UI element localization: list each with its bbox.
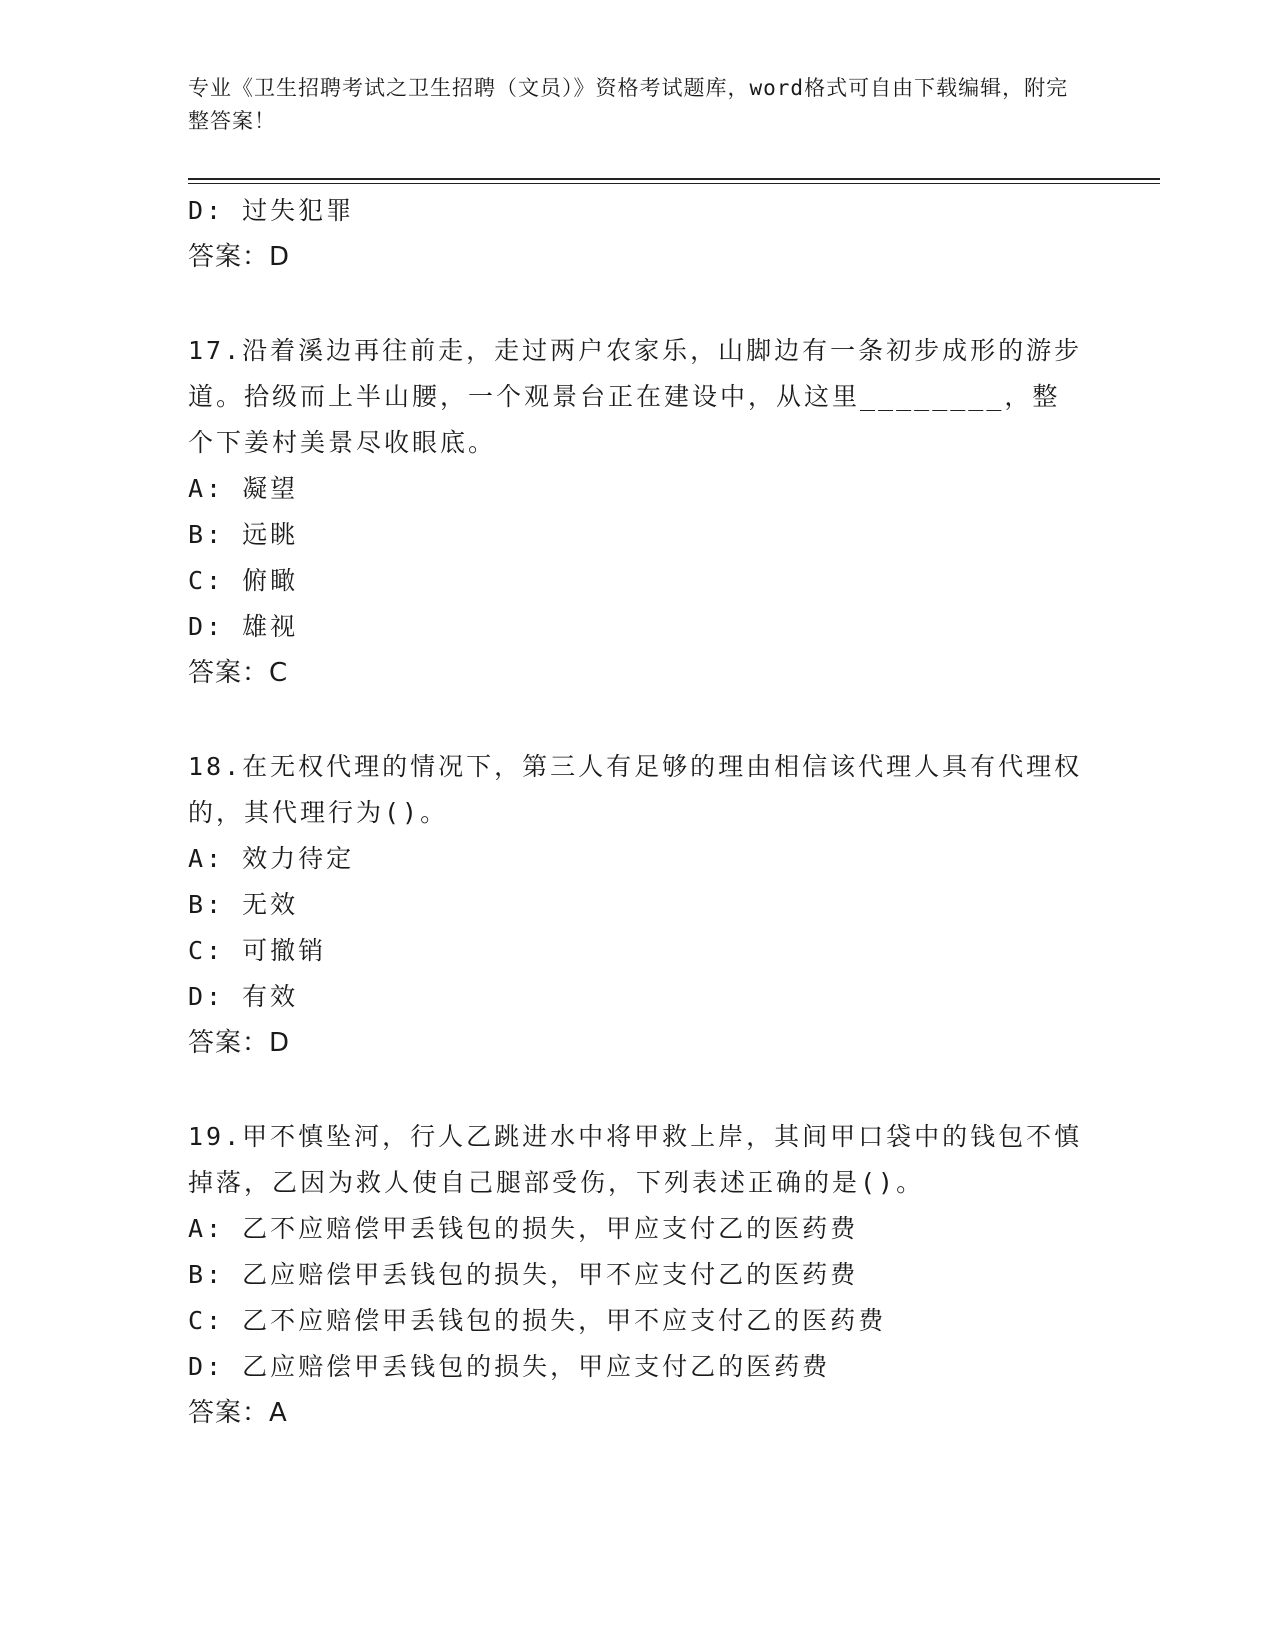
option-a: A: 效力待定 xyxy=(188,844,355,873)
option-b: B: 乙应赔偿甲丢钱包的损失，甲不应支付乙的医药费 xyxy=(188,1260,859,1289)
option-c: C: 俯瞰 xyxy=(188,566,299,595)
answer: 答案：A xyxy=(188,1398,288,1428)
option-b: B: 无效 xyxy=(188,890,299,919)
answer: 答案：C xyxy=(188,658,289,688)
option-d: D: 雄视 xyxy=(188,612,299,641)
option-a: A: 凝望 xyxy=(188,474,299,503)
question-stem: 19.甲不慎坠河，行人乙跳进水中将甲救上岸，其间甲口袋中的钱包不慎掉落，乙因为救人使自己腿部受伤，下列表述正确的是()。 xyxy=(188,1122,1083,1197)
carryover-option-d: D: 过失犯罪 xyxy=(188,196,355,225)
question-17 xyxy=(188,328,1088,696)
question-stem: 17.沿着溪边再往前走，走过两户农家乐，山脚边有一条初步成形的游步道。拾级而上半山腰，一个观景台正在建设中，从这里________，整个下姜村美景尽收眼底。 xyxy=(188,336,1083,457)
option-c: C: 乙不应赔偿甲丢钱包的损失，甲不应支付乙的医药费 xyxy=(188,1306,887,1335)
carryover-answer: 答案：D xyxy=(188,242,291,272)
header-divider xyxy=(188,178,1160,184)
option-d: D: 有效 xyxy=(188,982,299,1011)
answer: 答案：D xyxy=(188,1028,291,1058)
option-d: D: 乙应赔偿甲丢钱包的损失，甲应支付乙的医药费 xyxy=(188,1352,831,1381)
page-header: 专业《卫生招聘考试之卫生招聘（文员）》资格考试题库，word格式可自由下载编辑，附完整答案！ xyxy=(188,76,1069,133)
question-18 xyxy=(188,744,1088,1066)
option-b: B: 远眺 xyxy=(188,520,299,549)
question-19 xyxy=(188,1114,1088,1436)
option-c: C: 可撤销 xyxy=(188,936,327,965)
question-stem: 18.在无权代理的情况下，第三人有足够的理由相信该代理人具有代理权的，其代理行为()。 xyxy=(188,752,1083,827)
option-a: A: 乙不应赔偿甲丢钱包的损失，甲应支付乙的医药费 xyxy=(188,1214,859,1243)
question-content xyxy=(188,188,1088,1436)
